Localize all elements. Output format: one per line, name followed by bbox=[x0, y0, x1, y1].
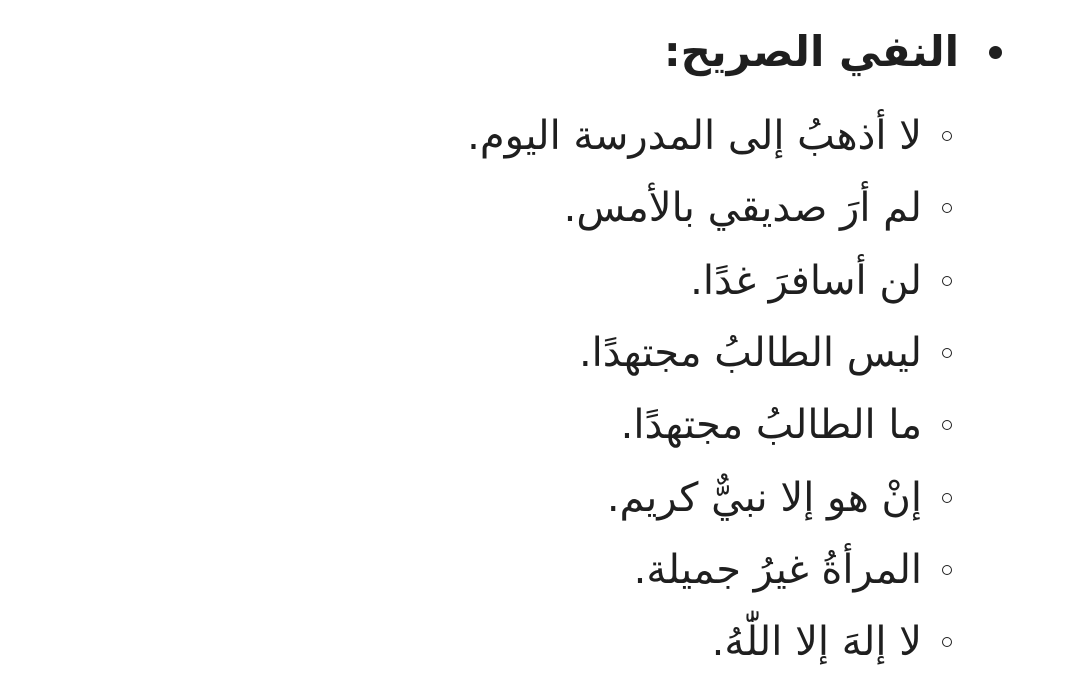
list-item bbox=[467, 534, 952, 606]
section-heading-item bbox=[664, 20, 1002, 84]
hollow-bullet-icon bbox=[942, 637, 952, 647]
hollow-bullet-icon bbox=[942, 203, 952, 213]
list-item bbox=[467, 245, 952, 317]
list-item bbox=[467, 172, 952, 244]
list-item-text: ليس الطالبُ مجتهدًا. bbox=[578, 330, 922, 377]
list-item bbox=[467, 389, 952, 461]
hollow-bullet-icon bbox=[942, 565, 952, 575]
list-item bbox=[467, 461, 952, 533]
example-list bbox=[467, 100, 952, 678]
list-item-text: ما الطالبُ مجتهدًا. bbox=[620, 402, 922, 449]
hollow-bullet-icon bbox=[942, 493, 952, 503]
hollow-bullet-icon bbox=[942, 420, 952, 430]
hollow-bullet-icon bbox=[942, 348, 952, 358]
section-heading: النفي الصريح: bbox=[663, 27, 959, 76]
list-item-text: المرأةُ غيرُ جميلة. bbox=[633, 546, 922, 593]
list-item-text: لن أسافرَ غدًا. bbox=[690, 257, 922, 304]
list-item-text: إنْ هو إلا نبيٌّ كريم. bbox=[606, 474, 922, 521]
list-item-text: لا إلهَ إلا اللّٰهُ. bbox=[711, 619, 922, 666]
list-item bbox=[467, 100, 952, 172]
hollow-bullet-icon bbox=[942, 276, 952, 286]
hollow-bullet-icon bbox=[942, 131, 952, 141]
filled-bullet-icon bbox=[989, 46, 1002, 59]
list-item-text: لم أرَ صديقي بالأمس. bbox=[563, 185, 922, 232]
list-item bbox=[467, 317, 952, 389]
list-item-text: لا أذهبُ إلى المدرسة اليوم. bbox=[467, 113, 922, 160]
list-item bbox=[467, 606, 952, 678]
